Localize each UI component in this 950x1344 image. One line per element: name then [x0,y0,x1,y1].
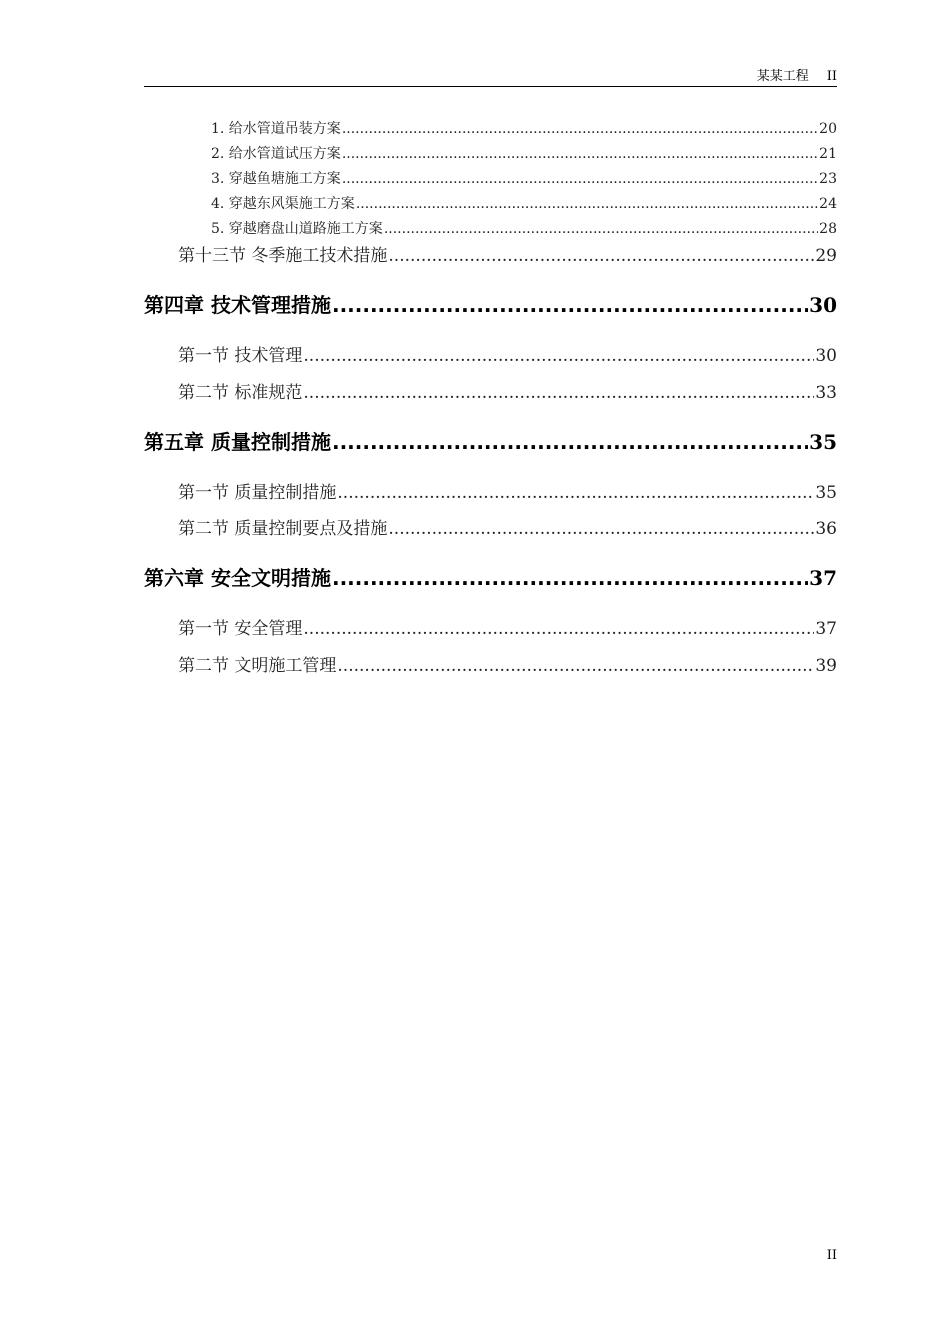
toc-entry-page: 37 [809,566,837,590]
toc-entry-page: 24 [819,196,837,212]
toc-leader-dots [356,196,818,212]
toc-leader-dots [384,221,818,237]
toc-leader-dots [342,146,818,162]
toc-entry-title: 4. 穿越东风渠施工方案 [211,196,355,212]
toc-entry-title: 第一节 安全管理 [178,619,303,639]
toc-entry-title: 第十三节 冬季施工技术措施 [178,246,388,266]
toc-entry[interactable] [211,218,837,238]
toc-entry-page: 33 [815,383,837,403]
toc-entry[interactable] [211,193,837,213]
toc-entry-title: 2. 给水管道试压方案 [211,146,341,162]
toc-entry-title: 3. 穿越鱼塘施工方案 [211,171,341,187]
toc-chapter-title: 第六章 安全文明措施 [144,566,331,590]
toc-leader-dots [337,483,814,503]
toc-entry-title: 第二节 质量控制要点及措施 [178,519,388,539]
header-page-number: II [826,69,837,84]
toc-chapter-entry[interactable] [144,289,837,318]
toc-chapter-entry[interactable] [144,426,837,455]
toc-entry-page: 28 [819,221,837,237]
toc-entry-page: 23 [819,171,837,187]
toc-entry-title: 第二节 文明施工管理 [178,656,337,676]
toc-leader-dots [388,246,814,266]
page-header [144,67,837,87]
toc-section-entry[interactable] [178,378,837,403]
toc-entry[interactable] [211,168,837,188]
toc-section-entry[interactable] [178,241,837,266]
toc-chapter-title: 第四章 技术管理措施 [144,293,331,317]
toc-entry-title: 5. 穿越磨盘山道路施工方案 [211,221,383,237]
toc-entry-title: 1. 给水管道吊装方案 [211,121,341,137]
toc-entry-title: 第二节 标准规范 [178,383,303,403]
toc-entry[interactable] [211,118,837,138]
toc-entry-page: 29 [815,246,837,266]
toc-leader-dots [332,293,808,317]
toc-leader-dots [332,430,808,454]
toc-entry-page: 30 [809,293,837,317]
toc-leader-dots [337,656,814,676]
toc-chapter-entry[interactable] [144,562,837,591]
toc-entry-page: 21 [819,146,837,162]
toc-entry-title: 第一节 质量控制措施 [178,483,337,503]
toc-leader-dots [388,519,814,539]
toc-entry-page: 36 [815,519,837,539]
toc-leader-dots [342,121,818,137]
header-title: 某某工程 [756,69,809,84]
toc-leader-dots [332,566,808,590]
toc-entry-page: 30 [815,346,837,366]
toc-section-entry[interactable] [178,341,837,366]
toc-leader-dots [342,171,818,187]
toc-entry[interactable] [211,143,837,163]
toc-leader-dots [303,619,814,639]
toc-section-entry[interactable] [178,651,837,676]
toc-section-entry[interactable] [178,514,837,539]
toc-entry-page: 35 [809,430,837,454]
toc-leader-dots [303,383,814,403]
toc-section-entry[interactable] [178,614,837,639]
toc-chapter-title: 第五章 质量控制措施 [144,430,331,454]
toc-entry-title: 第一节 技术管理 [178,346,303,366]
toc-entry-page: 37 [815,619,837,639]
toc-entry-page: 35 [815,483,837,503]
toc-section-entry[interactable] [178,478,837,503]
toc-entry-page: 39 [815,656,837,676]
toc-leader-dots [303,346,814,366]
toc-entry-page: 20 [819,121,837,137]
page-footer-number: II [826,1248,837,1263]
